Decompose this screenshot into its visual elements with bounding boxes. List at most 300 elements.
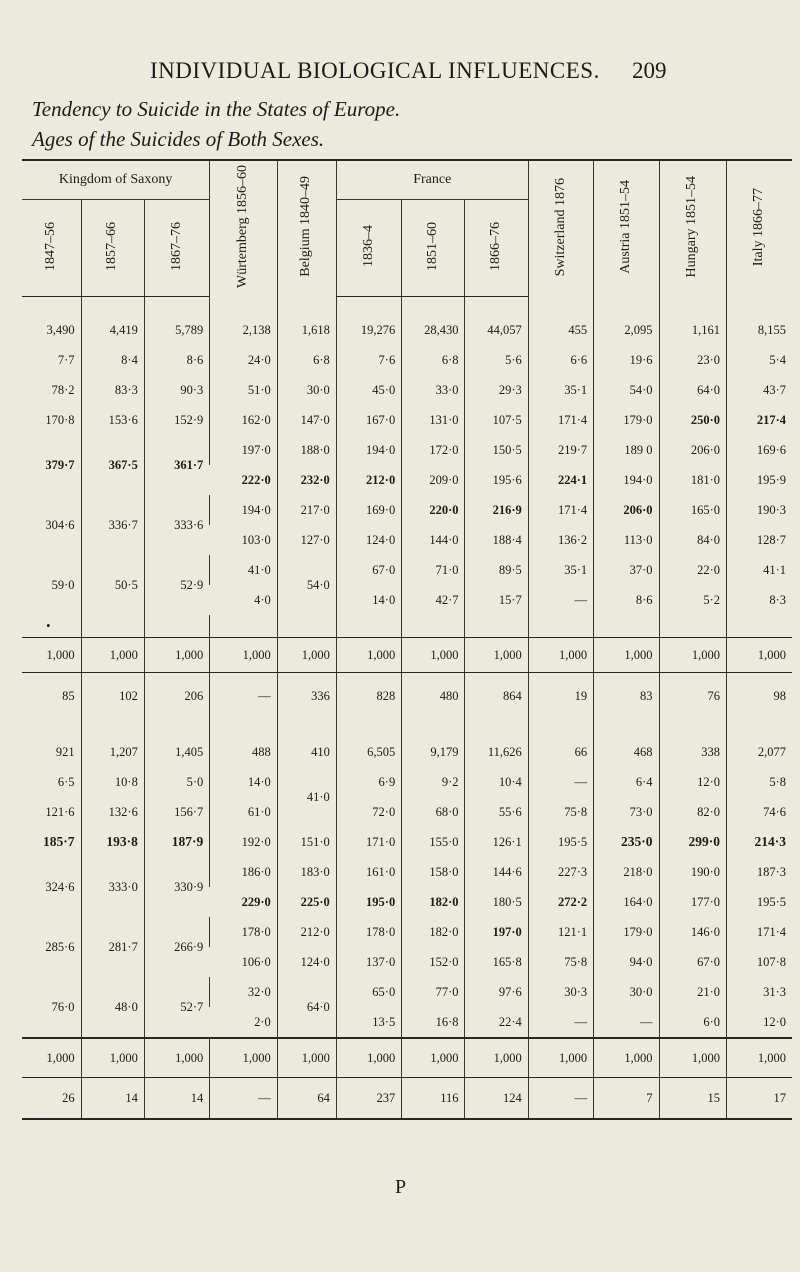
table-cell: 116: [402, 1078, 465, 1120]
header-saxony-3: 1867–76: [144, 200, 209, 297]
table-cell: 24·0: [210, 345, 278, 375]
table-cell: 107·5: [465, 405, 528, 435]
table-subtitle: Ages of the Suicides of Both Sexes.: [32, 127, 325, 151]
table-cell: 158·0: [402, 857, 465, 887]
table-cell: 188·4: [465, 525, 528, 555]
table-cell: 7: [594, 1078, 659, 1120]
table-cell: 6·0: [659, 1007, 727, 1038]
table-row: [22, 857, 792, 887]
table-cell: 26: [22, 1078, 81, 1120]
table-cell: 1,000: [659, 1038, 727, 1078]
table-cell: [277, 297, 336, 316]
table-cell: 144·6: [465, 857, 528, 887]
table-cell: 131·0: [402, 405, 465, 435]
table-cell: 71·0: [402, 555, 465, 585]
table-row: [22, 315, 792, 345]
table-cell: 14: [81, 1078, 144, 1120]
table-cell: 155·0: [402, 827, 465, 857]
table-cell: —: [528, 585, 593, 615]
header-switzerland: Switzerland 1876: [528, 160, 593, 297]
table-cell: 10·4: [465, 767, 528, 797]
header-france-3: 1866–76: [465, 200, 528, 297]
table-cell: 190·0: [659, 857, 727, 887]
table-cell: 1,000: [465, 638, 528, 673]
table-cell: 5,789: [144, 315, 209, 345]
table-cell: [144, 615, 209, 638]
table-cell: [528, 615, 593, 638]
table-cell: 146·0: [659, 917, 727, 947]
table-cell: [659, 719, 727, 737]
table-cell: 150·5: [465, 435, 528, 465]
table-cell: [210, 615, 278, 638]
table-cell: —: [528, 1007, 593, 1038]
table-cell: 1,000: [594, 638, 659, 673]
table-cell: 136·2: [528, 525, 593, 555]
table-cell: [22, 297, 81, 316]
table-cell: 124: [465, 1078, 528, 1120]
header-france-1: 1836–4: [336, 200, 401, 297]
table-cell: 41·0: [277, 767, 336, 827]
table-cell: 182·0: [402, 887, 465, 917]
table-cell: —: [528, 767, 593, 797]
table-cell: 182·0: [402, 917, 465, 947]
table-cell: 42·7: [402, 585, 465, 615]
table-cell: 468: [594, 737, 659, 767]
table-cell: 15: [659, 1078, 727, 1120]
table-cell: 171·0: [336, 827, 401, 857]
table-cell: 29·3: [465, 375, 528, 405]
table-cell: 152·0: [402, 947, 465, 977]
table-cell: 195·5: [727, 887, 792, 917]
table-cell: [210, 719, 278, 737]
table-cell: 333·6: [144, 495, 209, 555]
table-cell: 11,626: [465, 737, 528, 767]
table-cell: 1,000: [210, 638, 278, 673]
table-cell: 30·3: [528, 977, 593, 1007]
table-cell: 1,000: [528, 1038, 593, 1078]
table-cell: 225·0: [277, 887, 336, 917]
table-cell: 22·0: [659, 555, 727, 585]
table-cell: [144, 719, 209, 737]
header-austria: Austria 1851–54: [594, 160, 659, 297]
table-cell: 367·5: [81, 435, 144, 495]
table-cell: 1,000: [22, 638, 81, 673]
table-cell: [336, 719, 401, 737]
table-cell: [144, 297, 209, 316]
table-cell: 1,000: [402, 638, 465, 673]
table-cell: 132·6: [81, 797, 144, 827]
table-cell: 169·0: [336, 495, 401, 525]
table-cell: 52·7: [144, 977, 209, 1038]
table-cell: 189 0: [594, 435, 659, 465]
table-cell: 195·6: [465, 465, 528, 495]
table-cell: 19·6: [594, 345, 659, 375]
table-cell: 187·3: [727, 857, 792, 887]
table-cell: 250·0: [659, 405, 727, 435]
count-row: [22, 673, 792, 720]
table-row: [22, 615, 792, 638]
table-cell: 1,000: [144, 1038, 209, 1078]
table-cell: 2·0: [254, 1014, 271, 1029]
table-cell: 361·7: [144, 435, 209, 495]
table-cell: 219·7: [528, 435, 593, 465]
table-cell: [465, 719, 528, 737]
table-cell: 128·7: [727, 525, 792, 555]
table-cell: 8·6: [144, 345, 209, 375]
header-france: France: [336, 160, 528, 200]
table-cell: 455: [528, 315, 593, 345]
table-cell: 212·0: [277, 917, 336, 947]
table-cell: 186·0: [210, 857, 278, 887]
table-cell: 6,505: [336, 737, 401, 767]
table-cell: 31·3: [727, 977, 792, 1007]
table-cell: 77·0: [402, 977, 465, 1007]
table-cell: 304·6: [45, 517, 75, 532]
table-cell: 97·6: [465, 977, 528, 1007]
table-cell: 153·6: [81, 405, 144, 435]
table-cell: [528, 297, 593, 316]
suicide-age-table: [22, 159, 792, 1120]
table-cell: 272·2: [528, 887, 593, 917]
table-cell: 165·0: [659, 495, 727, 525]
table-cell: 227·3: [528, 857, 593, 887]
table-cell: 5·2: [659, 585, 727, 615]
table-cell: [727, 297, 792, 316]
table-cell: 5·0: [144, 767, 209, 797]
table-cell: 222·0: [241, 472, 271, 487]
table-cell: 51·0: [210, 375, 278, 405]
table-cell: 7·6: [336, 345, 401, 375]
table-cell: 68·0: [402, 797, 465, 827]
table-cell: [528, 719, 593, 737]
table-cell: 19,276: [336, 315, 401, 345]
table-cell: 1,000: [22, 1038, 81, 1078]
table-cell: 1,000: [277, 638, 336, 673]
table-cell: 106·0: [241, 954, 271, 969]
table-cell: 217·4: [727, 405, 792, 435]
table-cell: 217·0: [277, 495, 336, 525]
table-cell: 23·0: [659, 345, 727, 375]
table-cell: 75·8: [528, 947, 593, 977]
table-cell: 8·6: [594, 585, 659, 615]
table-cell: [465, 297, 528, 316]
header-italy: Italy 1866–77: [727, 160, 792, 297]
table-cell: 50·5: [81, 555, 144, 615]
table-cell: 237: [336, 1078, 401, 1120]
table-cell: 67·0: [336, 555, 401, 585]
table-cell: 6·6: [528, 345, 593, 375]
header-saxony-1: 1847–56: [22, 200, 81, 297]
table-cell: 21·0: [659, 977, 727, 1007]
table-cell: 12·0: [659, 767, 727, 797]
table-cell: 206·0: [659, 435, 727, 465]
table-cell: 6·4: [594, 767, 659, 797]
table-cell: [210, 297, 278, 316]
table-cell: 178·0: [210, 917, 278, 947]
signature-mark: P: [395, 1176, 407, 1198]
table-cell: 66: [528, 737, 593, 767]
table-cell: 1,000: [144, 638, 209, 673]
table-cell: 181·0: [659, 465, 727, 495]
table-cell: [81, 615, 144, 638]
table-cell: 4,419: [81, 315, 144, 345]
table-cell: 72·0: [336, 797, 401, 827]
table-cell: 338: [659, 737, 727, 767]
table-cell: 73·0: [594, 797, 659, 827]
table-cell: [277, 615, 336, 638]
table-cell: 1,000: [727, 638, 792, 673]
table-cell: 17: [727, 1078, 792, 1120]
table-cell: 1,000: [81, 1038, 144, 1078]
table-row: [22, 827, 792, 857]
table-cell: 147·0: [277, 405, 336, 435]
table-cell: 167·0: [336, 405, 401, 435]
table-cell: —: [210, 673, 278, 720]
dot-mark: •: [46, 618, 51, 633]
table-cell: 5·4: [727, 345, 792, 375]
table-cell: 6·8: [402, 345, 465, 375]
table-cell: 32·0: [210, 977, 278, 1007]
table-cell: 171·4: [528, 405, 593, 435]
table-cell: 1,000: [528, 638, 593, 673]
table-cell: 192·0: [210, 827, 278, 857]
table-cell: 5·6: [465, 345, 528, 375]
table-cell: 44,057: [465, 315, 528, 345]
table-cell: 19: [528, 673, 593, 720]
table-cell: 124·0: [336, 525, 401, 555]
table-cell: 33·0: [402, 375, 465, 405]
table-cell: 13·5: [336, 1007, 401, 1038]
table-cell: 76: [659, 673, 727, 720]
table-cell: 107·8: [727, 947, 792, 977]
table-cell: 179·0: [594, 405, 659, 435]
table-cell: [81, 297, 144, 316]
table-cell: 1,000: [402, 1038, 465, 1078]
table-cell: [402, 719, 465, 737]
running-title: INDIVIDUAL BIOLOGICAL INFLUENCES.: [150, 58, 600, 83]
table-cell: 89·5: [465, 555, 528, 585]
table-row: [22, 917, 792, 947]
table-cell: 1,161: [659, 315, 727, 345]
table-cell: 61·0: [210, 797, 278, 827]
table-cell: 98: [727, 673, 792, 720]
table-cell: 1,405: [144, 737, 209, 767]
table-cell: [22, 719, 81, 737]
table-cell: 127·0: [277, 525, 336, 555]
table-cell: 2,095: [594, 315, 659, 345]
table-cell: 2,077: [727, 737, 792, 767]
table-cell: [727, 719, 792, 737]
table-cell: 183·0: [277, 857, 336, 887]
table-row: [22, 977, 792, 1007]
table-cell: 285·6: [45, 939, 75, 954]
table-cell: [336, 615, 401, 638]
table-cell: 35·1: [528, 555, 593, 585]
table-cell: 164·0: [594, 887, 659, 917]
table-cell: [727, 615, 792, 638]
table-cell: 102: [81, 673, 144, 720]
table-cell: 194·0: [594, 465, 659, 495]
table-cell: 121·1: [528, 917, 593, 947]
table-cell: 113·0: [594, 525, 659, 555]
table-cell: 336: [277, 673, 336, 720]
table-cell: 194·0: [210, 495, 278, 525]
table-cell: 299·0: [659, 827, 727, 857]
table-cell: 41·1: [727, 555, 792, 585]
table-cell: 165·8: [465, 947, 528, 977]
table-cell: 48·0: [81, 977, 144, 1038]
table-cell: 90·3: [144, 375, 209, 405]
table-cell: 59·0: [51, 577, 75, 592]
table-cell: 185·7: [43, 834, 75, 849]
table-row: [22, 345, 792, 375]
table-cell: 488: [210, 737, 278, 767]
table-cell: 156·7: [144, 797, 209, 827]
table-cell: 45·0: [336, 375, 401, 405]
running-head: [0, 58, 800, 92]
table-cell: 54·0: [277, 555, 336, 615]
table-cell: 195·0: [336, 887, 401, 917]
table-cell: 10·8: [81, 767, 144, 797]
table-cell: 137·0: [336, 947, 401, 977]
page-number: 209: [632, 58, 667, 83]
table-cell: 8·3: [727, 585, 792, 615]
table-cell: [594, 615, 659, 638]
table-cell: 54·0: [594, 375, 659, 405]
table-cell: 64: [277, 1078, 336, 1120]
table-cell: 410: [277, 737, 336, 767]
table-cell: 206: [144, 673, 209, 720]
table-cell: 194·0: [336, 435, 401, 465]
table-cell: 187·9: [144, 827, 209, 857]
table-cell: 1,000: [594, 1038, 659, 1078]
table-row: [22, 435, 792, 465]
table-cell: 1,000: [465, 1038, 528, 1078]
table-title: Tendency to Suicide in the States of Europe.: [32, 97, 401, 121]
table-cell: [659, 615, 727, 638]
table-cell: 379·7: [45, 457, 75, 472]
table-row: [22, 737, 792, 767]
table-cell: 103·0: [241, 532, 271, 547]
table-row: [22, 555, 792, 585]
table-cell: 214·3: [727, 827, 792, 857]
table-cell: 333·0: [81, 857, 144, 917]
table-cell: [402, 297, 465, 316]
table-cell: 84·0: [659, 525, 727, 555]
table-cell: 78·2: [51, 382, 75, 397]
table-cell: 12·0: [727, 1007, 792, 1038]
table-cell: 220·0: [402, 495, 465, 525]
table-cell: 67·0: [659, 947, 727, 977]
table-cell: [402, 615, 465, 638]
table-cell: [594, 719, 659, 737]
table-cell: [465, 615, 528, 638]
table-cell: 3,490: [46, 322, 75, 337]
table-cell: 124·0: [277, 947, 336, 977]
table-cell: 8,155: [727, 315, 792, 345]
table-cell: 209·0: [402, 465, 465, 495]
table-cell: 1,000: [727, 1038, 792, 1078]
table-cell: 9·2: [402, 767, 465, 797]
table-cell: 75·8: [528, 797, 593, 827]
table-cell: 864: [465, 673, 528, 720]
table-cell: 152·9: [144, 405, 209, 435]
table-cell: 232·0: [277, 465, 336, 495]
table-cell: 281·7: [81, 917, 144, 977]
header-france-2: 1851–60: [402, 200, 465, 297]
header-saxony: Kingdom of Saxony: [22, 160, 210, 200]
table-cell: 4·0: [254, 592, 271, 607]
table-cell: 266·9: [144, 917, 209, 977]
table-cell: 1,000: [81, 638, 144, 673]
table-cell: 126·1: [465, 827, 528, 857]
table-cell: 169·6: [727, 435, 792, 465]
table-cell: 161·0: [336, 857, 401, 887]
table-cell: 206·0: [594, 495, 659, 525]
header-saxony-2: 1857–66: [81, 200, 144, 297]
table-cell: 30·0: [277, 375, 336, 405]
total-row: [22, 638, 792, 673]
table-cell: 828: [336, 673, 401, 720]
table-cell: 85: [62, 688, 75, 703]
table-cell: 144·0: [402, 525, 465, 555]
table-cell: 35·1: [528, 375, 593, 405]
table-cell: 9,179: [402, 737, 465, 767]
table-cell: 30·0: [594, 977, 659, 1007]
table-cell: —: [210, 1078, 278, 1120]
table-cell: 1,000: [659, 638, 727, 673]
table-cell: 64·0: [277, 977, 336, 1038]
table-cell: 180·5: [465, 887, 528, 917]
table-cell: 22·4: [465, 1007, 528, 1038]
table-cell: 212·0: [336, 465, 401, 495]
table-row: [22, 797, 792, 827]
table-cell: 193·8: [81, 827, 144, 857]
table-cell: 197·0: [465, 917, 528, 947]
table-cell: 235·0: [594, 827, 659, 857]
table-cell: [659, 297, 727, 316]
table-cell: 83·3: [81, 375, 144, 405]
table-cell: 14: [144, 1078, 209, 1120]
table-cell: 52·9: [144, 555, 209, 615]
header-hungary: Hungary 1851–54: [659, 160, 727, 297]
table-cell: 172·0: [402, 435, 465, 465]
table-cell: 1,000: [210, 1038, 278, 1078]
table-cell: [81, 719, 144, 737]
table-cell: 82·0: [659, 797, 727, 827]
table-cell: 28,430: [402, 315, 465, 345]
table-row: [22, 405, 792, 435]
table-cell: 179·0: [594, 917, 659, 947]
table-cell: 6·9: [336, 767, 401, 797]
table-cell: —: [594, 1007, 659, 1038]
table-row: [22, 375, 792, 405]
table-cell: 64·0: [659, 375, 727, 405]
table-cell: [277, 719, 336, 737]
table-cell: 6·8: [277, 345, 336, 375]
table-cell: 37·0: [594, 555, 659, 585]
table-cell: 65·0: [336, 977, 401, 1007]
table-cell: 76·0: [51, 999, 75, 1014]
table-cell: 14·0: [210, 767, 278, 797]
table-cell: 195·5: [528, 827, 593, 857]
table-cell: 190·3: [727, 495, 792, 525]
table-cell: 1,207: [81, 737, 144, 767]
table-cell: 6·5: [57, 774, 75, 789]
table-cell: 1,618: [277, 315, 336, 345]
table-cell: 921: [55, 744, 75, 759]
table-cell: 1,000: [336, 638, 401, 673]
